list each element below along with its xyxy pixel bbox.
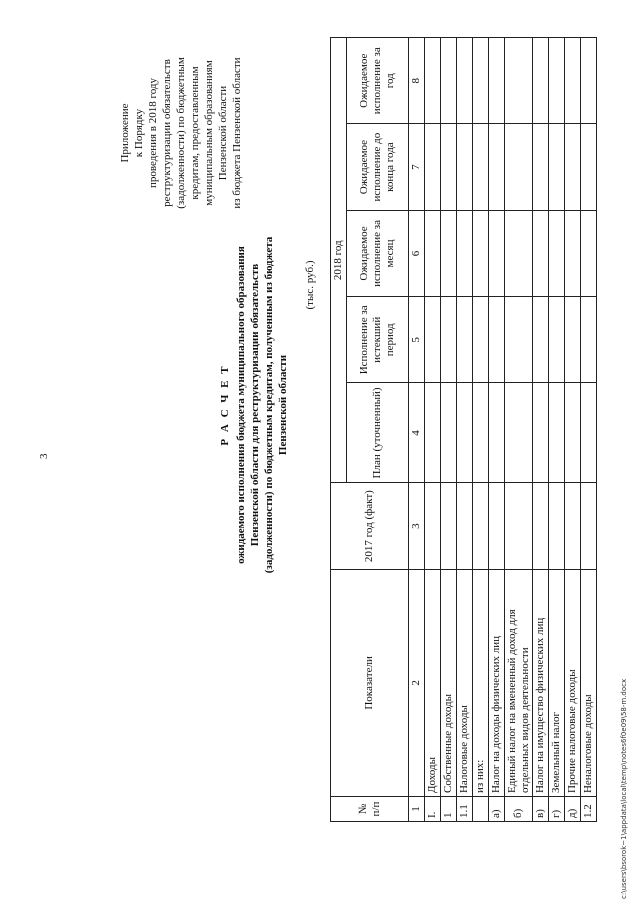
value-cell (549, 124, 565, 210)
table-row (457, 38, 473, 822)
value-cell (581, 483, 597, 569)
row-number: в) (533, 797, 549, 822)
value-cell (505, 483, 533, 569)
col-number: 8 (409, 38, 425, 124)
appendix-line: (задолженности) по бюджетным (175, 57, 187, 209)
value-cell (441, 297, 457, 383)
value-cell (441, 383, 457, 483)
row-number: а) (489, 797, 505, 822)
row-number (473, 797, 489, 822)
header-plan: План (уточненный) (347, 383, 409, 483)
appendix-line: проведения в 2018 году (147, 77, 159, 189)
appendix-line: кредитам, предоставленным (189, 66, 201, 200)
value-cell (457, 383, 473, 483)
value-cell (425, 297, 441, 383)
value-cell (457, 210, 473, 296)
value-cell (565, 483, 581, 569)
value-cell (441, 210, 457, 296)
row-indicator: Налог на имущество физических лиц (533, 569, 549, 796)
value-cell (549, 210, 565, 296)
value-cell (533, 483, 549, 569)
value-cell (505, 38, 533, 124)
value-cell (425, 210, 441, 296)
value-cell (565, 124, 581, 210)
value-cell (473, 38, 489, 124)
appendix-line: муниципальным образованиям (203, 60, 215, 206)
value-cell (581, 383, 597, 483)
row-indicator: Собственные доходы (441, 569, 457, 796)
title-line: Пензенской области (277, 354, 289, 456)
value-cell (425, 383, 441, 483)
value-cell (565, 383, 581, 483)
row-number: д) (565, 797, 581, 822)
value-cell (441, 483, 457, 569)
title-main: Р А С Ч Е Т (219, 364, 231, 446)
row-indicator: из них: (473, 569, 489, 796)
value-cell (505, 297, 533, 383)
value-cell (565, 38, 581, 124)
value-cell (565, 210, 581, 296)
col-number: 4 (409, 383, 425, 483)
document-title (218, 205, 290, 605)
row-number: I. (425, 797, 441, 822)
value-cell (473, 297, 489, 383)
row-indicator: Прочие налоговые доходы (565, 569, 581, 796)
value-cell (425, 38, 441, 124)
header-expected-year: Ожидаемое исполнение за год (347, 38, 409, 124)
file-path: c:\users\bsorok~1\appdata\local\temp\notes6f0e09\58-m.docx (620, 678, 628, 899)
value-cell (581, 210, 597, 296)
row-number: 1.1 (457, 797, 473, 822)
row-number: г) (549, 797, 565, 822)
value-cell (505, 383, 533, 483)
appendix-line: реструктуризации обязательств (161, 59, 173, 207)
col-number: 5 (409, 297, 425, 383)
table-row (425, 38, 441, 822)
col-number: 1 (409, 797, 425, 822)
header-indicator: Показатели (331, 569, 409, 796)
value-cell (549, 297, 565, 383)
header-expected-month: Ожидаемое исполнение за месяц (347, 210, 409, 296)
row-indicator: Налог на доходы физических лиц (489, 569, 505, 796)
value-cell (533, 297, 549, 383)
row-number: 1.2 (581, 797, 597, 822)
value-cell (473, 483, 489, 569)
title-line: Пензенской области для реструктуризации обязательств (249, 263, 261, 547)
value-cell (549, 38, 565, 124)
appendix-line: к Порядку (133, 108, 145, 158)
table-body (425, 38, 597, 822)
value-cell (457, 38, 473, 124)
table-row (565, 38, 581, 822)
page-number: 3 (38, 453, 50, 459)
value-cell (489, 297, 505, 383)
value-cell (457, 483, 473, 569)
row-number: б) (505, 797, 533, 822)
value-cell (425, 124, 441, 210)
col-number: 3 (409, 483, 425, 569)
value-cell (581, 124, 597, 210)
row-indicator: Доходы (425, 569, 441, 796)
header-2018: 2018 год (331, 38, 347, 483)
row-indicator: Неналоговые доходы (581, 569, 597, 796)
value-cell (533, 210, 549, 296)
value-cell (489, 483, 505, 569)
title-line: (задолженности) по бюджетным кредитам, полученным из бюджета (263, 236, 275, 574)
value-cell (489, 383, 505, 483)
value-cell (505, 210, 533, 296)
value-cell (581, 297, 597, 383)
title-line: ожидаемого исполнения бюджета муниципального образования (235, 246, 247, 564)
header-2017-fact: 2017 год (факт) (331, 483, 409, 569)
value-cell (565, 297, 581, 383)
table-row (533, 38, 549, 822)
col-number: 6 (409, 210, 425, 296)
value-cell (489, 210, 505, 296)
table-row (489, 38, 505, 822)
value-cell (457, 124, 473, 210)
value-cell (473, 383, 489, 483)
value-cell (489, 38, 505, 124)
row-indicator: Единый налог на вмененный доход для отдельных видов деятельности (505, 569, 533, 796)
value-cell (533, 38, 549, 124)
appendix-line: Пензенской области (217, 85, 229, 181)
value-cell (533, 124, 549, 210)
table-row (505, 38, 533, 822)
value-cell (473, 210, 489, 296)
calculation-table (330, 37, 597, 822)
header-expected-to-year-end: Ожидаемое исполнение до конца года (347, 124, 409, 210)
header-no: № п/п (331, 797, 409, 822)
value-cell (441, 124, 457, 210)
value-cell (581, 38, 597, 124)
appendix-line: из бюджета Пензенской области (231, 57, 243, 209)
value-cell (505, 124, 533, 210)
col-number: 2 (409, 569, 425, 796)
row-number: 1 (441, 797, 457, 822)
header-executed: Исполнение за истекший период (347, 297, 409, 383)
value-cell (473, 124, 489, 210)
row-indicator: Земельный налог (549, 569, 565, 796)
row-indicator: Налоговые доходы (457, 569, 473, 796)
col-number: 7 (409, 124, 425, 210)
units-label: (тыс. руб.) (304, 260, 316, 310)
value-cell (533, 383, 549, 483)
value-cell (457, 297, 473, 383)
appendix-line: Приложение (119, 103, 131, 163)
table-row (441, 38, 457, 822)
value-cell (489, 124, 505, 210)
table-row (473, 38, 489, 822)
table-row (549, 38, 565, 822)
table-row (581, 38, 597, 822)
value-cell (441, 38, 457, 124)
value-cell (549, 383, 565, 483)
value-cell (425, 483, 441, 569)
value-cell (549, 483, 565, 569)
